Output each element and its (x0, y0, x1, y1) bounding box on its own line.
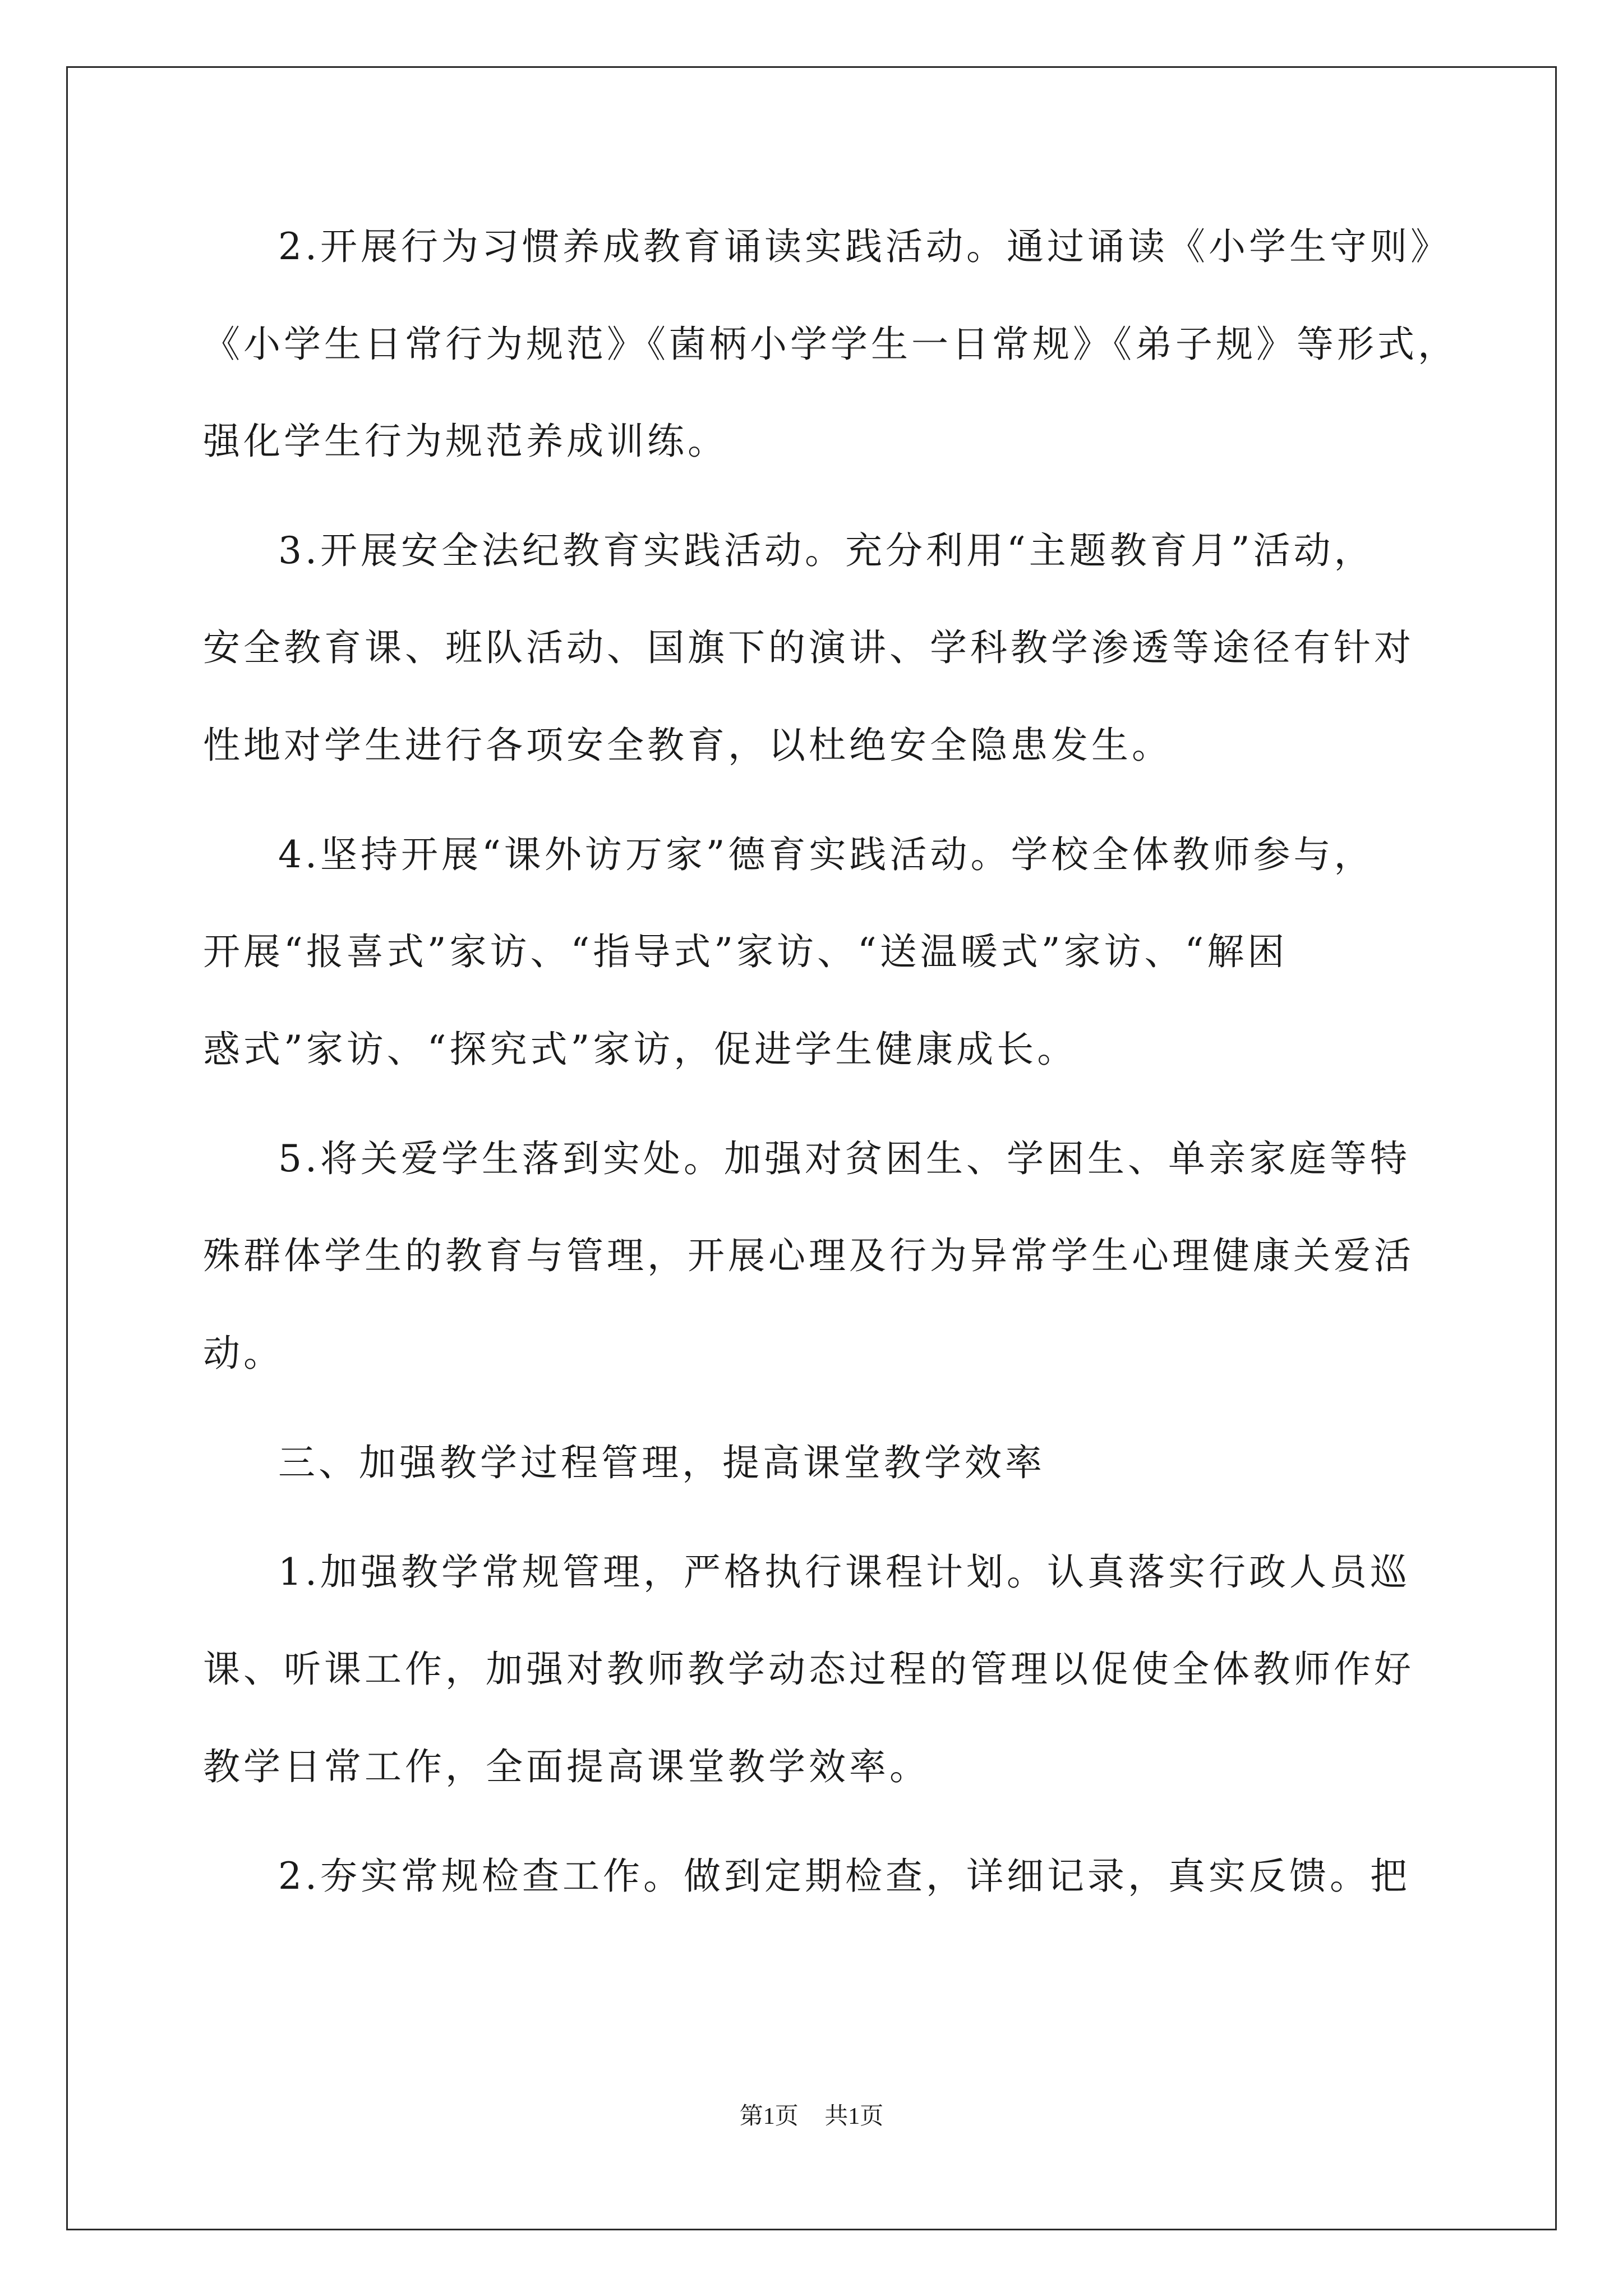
paragraph-6-line-1: 2.夯实常规检查工作。做到定期检查，详细记录，真实反馈。把 (278, 1855, 1410, 1898)
page-footer (0, 2102, 1623, 2131)
paragraph-4-line-3: 动。 (203, 1332, 284, 1375)
paragraph-1-line-3: 强化学生行为规范养成训练。 (203, 420, 728, 463)
paragraph-4-line-1: 5.将关爱学生落到实处。加强对贫困生、学困生、单亲家庭等特 (278, 1137, 1410, 1180)
paragraph-3-line-3: 惑式”家访、“探究式”家访，促进学生健康成长。 (203, 1028, 1078, 1071)
paragraph-5-line-3: 教学日常工作，全面提高课堂教学效率。 (203, 1745, 930, 1788)
paragraph-2-line-1: 3.开展安全法纪教育实践活动。充分利用“主题教育月”活动， (278, 529, 1375, 572)
paragraph-3-line-1: 4.坚持开展“课外访万家”德育实践活动。学校全体教师参与， (278, 833, 1375, 876)
paragraph-1-line-1: 2.开展行为习惯养成教育诵读实践活动。通过诵读《小学生守则》 (278, 225, 1451, 268)
paragraph-5-line-2: 课、听课工作，加强对教师教学动态过程的管理以促使全体教师作好 (203, 1648, 1414, 1691)
paragraph-4-line-2: 殊群体学生的教育与管理，开展心理及行为异常学生心理健康关爱活 (203, 1234, 1414, 1277)
page-total: 共1页 (824, 2104, 884, 2129)
paragraph-2-line-2: 安全教育课、班队活动、国旗下的演讲、学科教学渗透等途径有针对 (203, 626, 1414, 669)
paragraph-3-line-2: 开展“报喜式”家访、“指导式”家访、“送温暖式”家访、“解困 (203, 930, 1288, 973)
paragraph-1-line-2: 《小学生日常行为规范》《菌柄小学学生一日常规》《弟子规》等形式， (203, 323, 1458, 366)
page-number: 第1页 (739, 2104, 799, 2129)
paragraph-2-line-3: 性地对学生进行各项安全教育，以杜绝安全隐患发生。 (203, 724, 1172, 767)
paragraph-5-line-1: 1.加强教学常规管理，严格执行课程计划。认真落实行政人员巡 (278, 1550, 1410, 1594)
section-heading: 三、加强教学过程管理，提高课堂教学效率 (278, 1441, 1045, 1484)
